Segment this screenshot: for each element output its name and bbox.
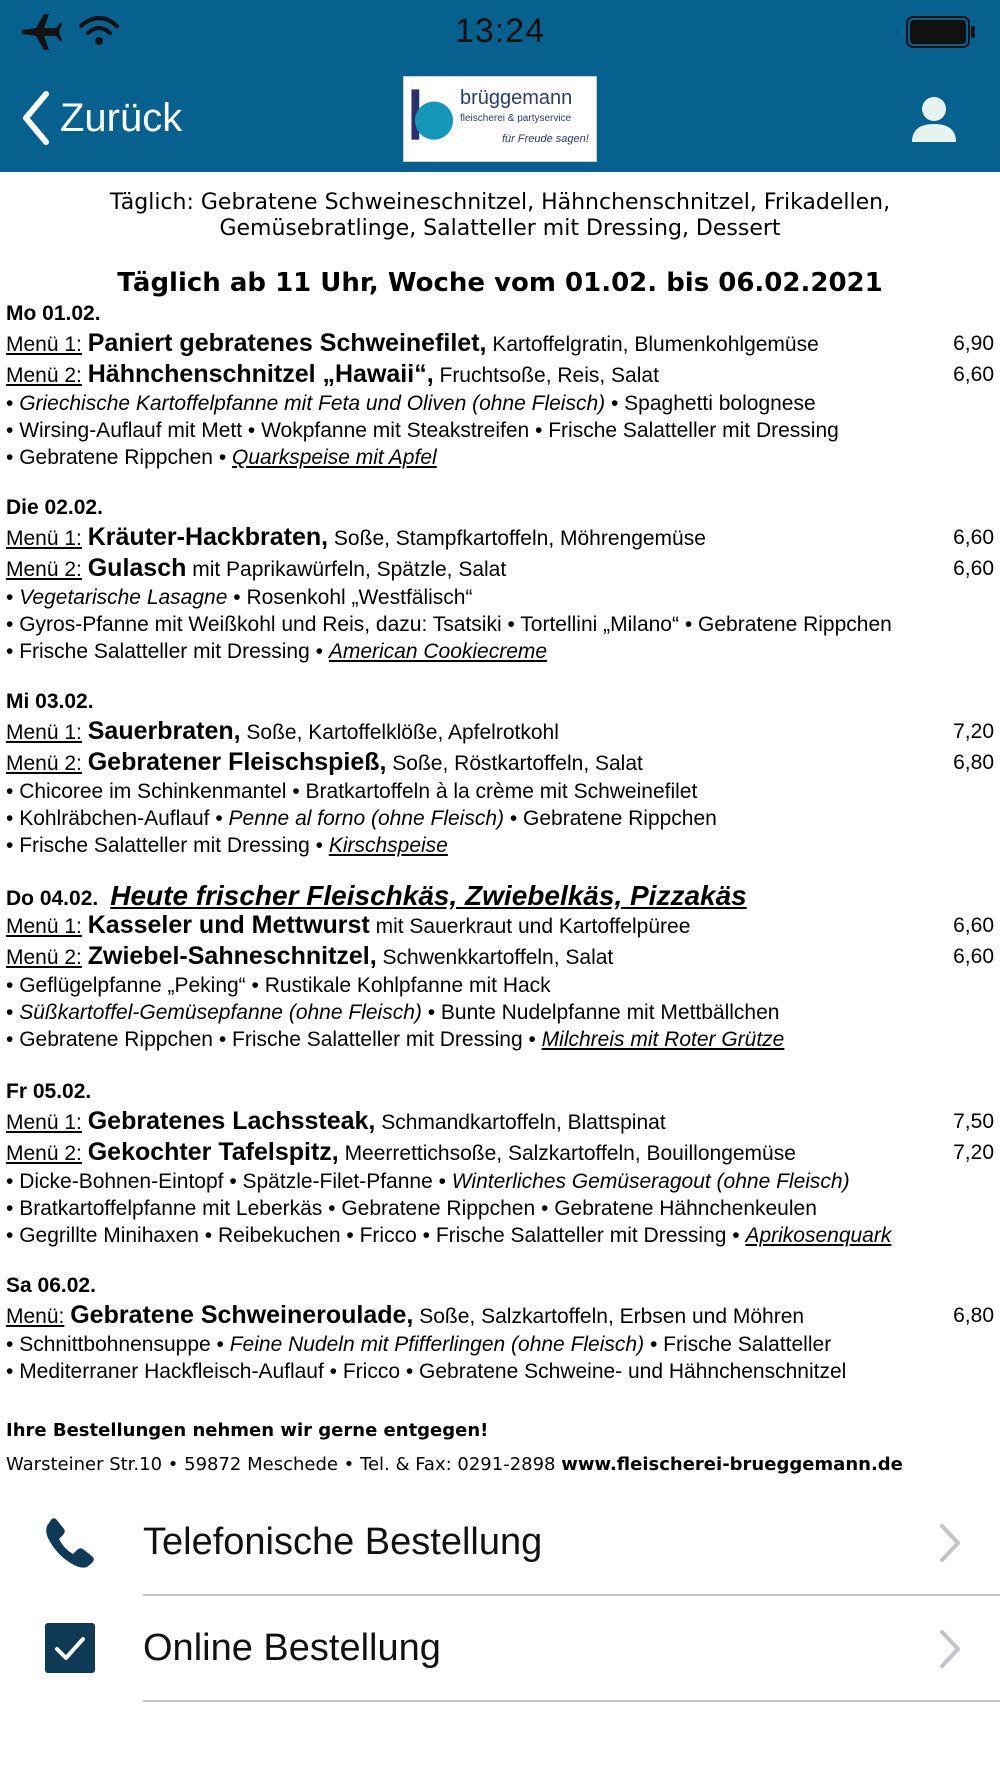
address-text: Warsteiner Str.10 • 59872 Meschede • Tel. & Fax: 0291-2898 — [6, 1454, 562, 1475]
logo-mark-icon — [408, 83, 460, 153]
dish-price: 6,80 — [953, 751, 994, 774]
menu-row — [6, 553, 994, 584]
dish-name: Gulasch — [87, 554, 187, 582]
menu-label: Menü 2: — [6, 946, 82, 969]
dish-price: 7,50 — [953, 1110, 994, 1133]
dish-sides: Soße, Stampfkartoffeln, Möhrengemüse — [328, 527, 706, 550]
dish-name: Gebratenes Lachssteak, — [87, 1107, 376, 1135]
brand-logo — [403, 76, 597, 162]
dish-sides: Meerrettichsoße, Salzkartoffeln, Bouillongemüse — [338, 1142, 796, 1165]
order-note: Ihre Bestellungen nehmen wir gerne entgegen! — [6, 1420, 489, 1441]
day-section — [6, 494, 994, 665]
dish-item: Schnittbohnensuppe — [19, 1333, 211, 1356]
phone-order-label: Telefonische Bestellung — [143, 1521, 543, 1563]
dish-item: Gyros-Pfanne mit Weißkohl und Reis, dazu: Tsatsiki — [19, 613, 502, 636]
dish-item: Frische Salatteller mit Dressing — [19, 640, 310, 663]
dish-price: 6,60 — [953, 557, 994, 580]
dish-item: Vegetarische Lasagne — [19, 586, 228, 609]
side-dishes-line: • Geflügelpfanne „Peking“ • Rustikale Kohlpfanne mit Hack — [6, 974, 551, 997]
menu-label: Menü 1: — [6, 527, 82, 550]
day-label: Die 02.02. — [6, 496, 103, 519]
side-dishes-line: • Gebratene Rippchen • Frische Salatteller mit Dressing • Milchreis mit Roter Grütze — [6, 1028, 785, 1051]
menu-label: Menü 2: — [6, 558, 82, 581]
chevron-right-icon — [938, 1522, 962, 1564]
menu-row — [6, 941, 994, 972]
dish-price: 6,90 — [953, 332, 994, 355]
side-dishes-line: • Dicke-Bohnen-Eintopf • Spätzle-Filet-Pfanne • Winterliches Gemüseragout (ohne Fleisch) — [6, 1170, 850, 1193]
dish-name: Gekochter Tafelspitz, — [87, 1138, 339, 1166]
dish-sides: Soße, Röstkartoffeln, Salat — [386, 752, 643, 775]
dish-item: Reibekuchen — [217, 1224, 341, 1247]
intro-line-2: Gemüsebratlinge, Salatteller mit Dressing, Dessert — [219, 216, 781, 241]
menu-row — [6, 716, 994, 747]
dish-item: Gebratene Rippchen — [523, 807, 717, 830]
dish-item: Frische Salatteller mit Dressing — [19, 834, 310, 857]
logo-title: brüggemann — [460, 87, 573, 109]
online-order-label: Online Bestellung — [143, 1627, 441, 1669]
side-dishes-line: • Gebratene Rippchen • Quarkspeise mit Apfel — [6, 446, 437, 469]
dish-item: Feine Nudeln mit Pfifferlingen (ohne Fleisch) — [229, 1333, 645, 1356]
navigation-bar — [0, 0, 1000, 172]
status-bar — [0, 0, 1000, 64]
battery-icon — [906, 16, 976, 48]
dish-item: Süßkartoffel-Gemüsepfanne (ohne Fleisch) — [19, 1001, 422, 1024]
phone-icon — [44, 1516, 96, 1568]
dish-price: 6,60 — [953, 526, 994, 549]
logo-subtitle: fleischerei & partyservice — [460, 113, 572, 124]
dish-sides: mit Sauerkraut und Kartoffelpüree — [369, 915, 691, 938]
dish-item: Mediterraner Hackfleisch-Auflauf — [19, 1360, 324, 1383]
dish-item: American Cookiecreme — [328, 640, 548, 663]
dish-item: Kohlräbchen-Auflauf — [19, 807, 210, 830]
dish-item: Spaghetti bolognese — [624, 392, 816, 415]
menu-label: Menü 2: — [6, 752, 82, 775]
dish-item: Kirschspeise — [328, 834, 448, 857]
dish-item: Tortellini „Milano“ — [520, 613, 679, 636]
dish-item: Griechische Kartoffelpfanne mit Feta und Oliven (ohne Fleisch) — [19, 392, 606, 415]
dish-item: Gebratene Schweine- und Hähnchenschnitzel — [419, 1360, 847, 1383]
dish-price: 6,60 — [953, 945, 994, 968]
user-profile-icon[interactable] — [908, 94, 960, 144]
dish-sides: Kartoffelgratin, Blumenkohlgemüse — [486, 333, 819, 356]
side-dishes-line: • Wirsing-Auflauf mit Mett • Wokpfanne mit Steakstreifen • Frische Salatteller mit Dressing — [6, 419, 839, 442]
side-dishes-line: • Gyros-Pfanne mit Weißkohl und Reis, dazu: Tsatsiki • Tortellini „Milano“ • Gebratene Rippchen — [6, 613, 892, 636]
dish-name: Sauerbraten, — [87, 717, 241, 745]
dish-item: Spätzle-Filet-Pfanne — [242, 1170, 433, 1193]
day-heading — [6, 1272, 994, 1300]
side-dishes-line: • Schnittbohnensuppe • Feine Nudeln mit Pfifferlingen (ohne Fleisch) • Frische Salatteller — [6, 1333, 832, 1356]
dish-item: Chicoree im Schinkenmantel — [19, 780, 287, 803]
side-dishes-line: • Vegetarische Lasagne • Rosenkohl „Westfälisch“ — [6, 586, 473, 609]
dish-item: Gebratene Rippchen — [341, 1197, 536, 1220]
day-heading — [6, 494, 994, 522]
day-label: Sa 06.02. — [6, 1274, 96, 1297]
side-dishes-line: • Gegrillte Minihaxen • Reibekuchen • Fricco • Frische Salatteller mit Dressing • Aprikosenquark — [6, 1224, 892, 1247]
day-label: Mo 01.02. — [6, 302, 101, 325]
day-section — [6, 1272, 994, 1385]
chevron-left-icon — [20, 90, 50, 146]
day-section — [6, 1078, 994, 1249]
dish-item: Wokpfanne mit Steakstreifen — [261, 419, 530, 442]
day-heading — [6, 688, 994, 716]
menu-label: Menü 1: — [6, 333, 82, 356]
week-title: Täglich ab 11 Uhr, Woche vom 01.02. bis 06.02.2021 — [117, 268, 883, 298]
side-dishes-line: • Chicoree im Schinkenmantel • Bratkartoffeln à la crème mit Schweinefilet — [6, 780, 698, 803]
dish-price: 6,60 — [953, 363, 994, 386]
side-dishes-line: • Frische Salatteller mit Dressing • American Cookiecreme — [6, 640, 548, 663]
dish-item: Rustikale Kohlpfanne mit Hack — [264, 974, 551, 997]
dish-sides: Schwenkkartoffeln, Salat — [376, 946, 614, 969]
side-dishes-line: • Mediterraner Hackfleisch-Auflauf • Fricco • Gebratene Schweine- und Hähnchenschnitzel — [6, 1360, 847, 1383]
side-dishes-line: • Süßkartoffel-Gemüsepfanne (ohne Fleisch) • Bunte Nudelpfanne mit Mettbällchen — [6, 1001, 780, 1024]
day-section — [6, 882, 994, 1053]
dish-name: Paniert gebratenes Schweinefilet, — [87, 329, 487, 357]
weekly-menu — [0, 172, 1000, 1490]
dish-item: Gebratene Hähnchenkeulen — [554, 1197, 817, 1220]
menu-label: Menü 1: — [6, 721, 82, 744]
menu-row — [6, 1106, 994, 1137]
dish-name: Kasseler und Mettwurst — [87, 911, 370, 939]
website-link[interactable]: www.fleischerei-brueggemann.de — [561, 1454, 903, 1475]
dish-name: Hähnchenschnitzel „Hawaii“, — [87, 360, 434, 388]
contact-line — [6, 1454, 903, 1475]
day-section — [6, 688, 994, 859]
dish-price: 7,20 — [953, 1141, 994, 1164]
dish-price: 6,80 — [953, 1304, 994, 1327]
menu-row — [6, 1300, 994, 1331]
special-offer: Heute frischer Fleischkäs, Zwiebelkäs, Pizzakäs — [110, 880, 747, 911]
menu-row — [6, 747, 994, 778]
dish-item: Fricco — [342, 1360, 401, 1383]
back-label: Zurück — [60, 95, 183, 140]
status-time: 13:24 — [454, 12, 546, 50]
dish-item: Geflügelpfanne „Peking“ — [19, 974, 246, 997]
phone-order-row[interactable] — [0, 1490, 1000, 1594]
intro-line-1: Täglich: Gebratene Schweineschnitzel, Hähnchenschnitzel, Frikadellen, — [109, 190, 891, 215]
menu-label: Menü 1: — [6, 915, 82, 938]
order-options — [0, 1490, 1000, 1778]
dish-price: 7,20 — [953, 720, 994, 743]
dish-item: Gebratene Rippchen — [19, 1028, 213, 1051]
daily-intro — [0, 190, 1000, 242]
day-heading — [6, 300, 994, 328]
menu-label: Menü: — [6, 1305, 65, 1328]
dish-item: Bratkartoffelpfanne mit Leberkäs — [19, 1197, 323, 1220]
dish-item: Gebratene Rippchen — [698, 613, 892, 636]
day-label: Do 04.02. — [6, 887, 99, 910]
dish-item: Fricco — [359, 1224, 417, 1247]
dish-item: Frische Salatteller mit Dressing — [232, 1028, 523, 1051]
dish-sides: Fruchtsoße, Reis, Salat — [433, 364, 659, 387]
day-heading — [6, 1078, 994, 1106]
side-dishes-line: • Kohlräbchen-Auflauf • Penne al forno (ohne Fleisch) • Gebratene Rippchen — [6, 807, 717, 830]
separator — [143, 1700, 1000, 1702]
menu-row — [6, 359, 994, 390]
dish-item: Gegrillte Minihaxen — [19, 1224, 199, 1247]
dish-sides: Soße, Kartoffelklöße, Apfelrotkohl — [240, 721, 559, 744]
chevron-right-icon — [938, 1628, 962, 1670]
dish-item: Penne al forno (ohne Fleisch) — [228, 807, 505, 830]
dish-item: Quarkspeise mit Apfel — [232, 446, 437, 469]
menu-row — [6, 522, 994, 553]
menu-row — [6, 910, 994, 941]
dish-item: Winterliches Gemüseragout (ohne Fleisch) — [451, 1170, 850, 1193]
dish-name: Gebratene Schweineroulade, — [70, 1301, 414, 1329]
dish-item: Frische Salatteller mit Dressing — [435, 1224, 727, 1247]
online-order-row[interactable] — [0, 1596, 1000, 1700]
side-dishes-line: • Bratkartoffelpfanne mit Leberkäs • Gebratene Rippchen • Gebratene Hähnchenkeulen — [6, 1197, 817, 1220]
side-dishes-line: • Griechische Kartoffelpfanne mit Feta und Oliven (ohne Fleisch) • Spaghetti bolognese — [6, 392, 816, 415]
dish-sides: mit Paprikawürfeln, Spätzle, Salat — [186, 558, 507, 581]
day-heading — [6, 882, 994, 910]
day-label: Fr 05.02. — [6, 1080, 92, 1103]
day-label: Mi 03.02. — [6, 690, 94, 713]
dish-item: Wirsing-Auflauf mit Mett — [19, 419, 243, 442]
dish-item: Bunte Nudelpfanne mit Mettbällchen — [440, 1001, 780, 1024]
dish-item: Frische Salatteller mit Dressing — [548, 419, 839, 442]
back-button[interactable] — [20, 88, 182, 148]
dish-sides: Soße, Salzkartoffeln, Erbsen und Möhren — [413, 1305, 805, 1328]
menu-label: Menü 2: — [6, 1142, 82, 1165]
dish-item: Frische Salatteller — [663, 1333, 832, 1356]
logo-slogan: für Freude sagen! — [502, 133, 589, 145]
checkbox-checked-icon — [44, 1622, 96, 1674]
side-dishes-line: • Frische Salatteller mit Dressing • Kirschspeise — [6, 834, 448, 857]
menu-row — [6, 1137, 994, 1168]
dish-item: Rosenkohl „Westfälisch“ — [246, 586, 473, 609]
menu-label: Menü 2: — [6, 364, 82, 387]
dish-item: Bratkartoffeln à la crème mit Schweinefilet — [305, 780, 698, 803]
dish-name: Zwiebel-Sahneschnitzel, — [87, 942, 377, 970]
day-section — [6, 300, 994, 471]
dish-name: Gebratener Fleischspieß, — [87, 748, 387, 776]
menu-label: Menü 1: — [6, 1111, 82, 1134]
dish-item: Aprikosenquark — [745, 1224, 892, 1247]
dish-item: Gebratene Rippchen — [19, 446, 213, 469]
dish-sides: Schmandkartoffeln, Blattspinat — [375, 1111, 666, 1134]
dish-price: 6,60 — [953, 914, 994, 937]
dish-item: Milchreis mit Roter Grütze — [541, 1028, 785, 1051]
menu-row — [6, 328, 994, 359]
dish-item: Dicke-Bohnen-Eintopf — [19, 1170, 224, 1193]
dish-name: Kräuter-Hackbraten, — [87, 523, 329, 551]
